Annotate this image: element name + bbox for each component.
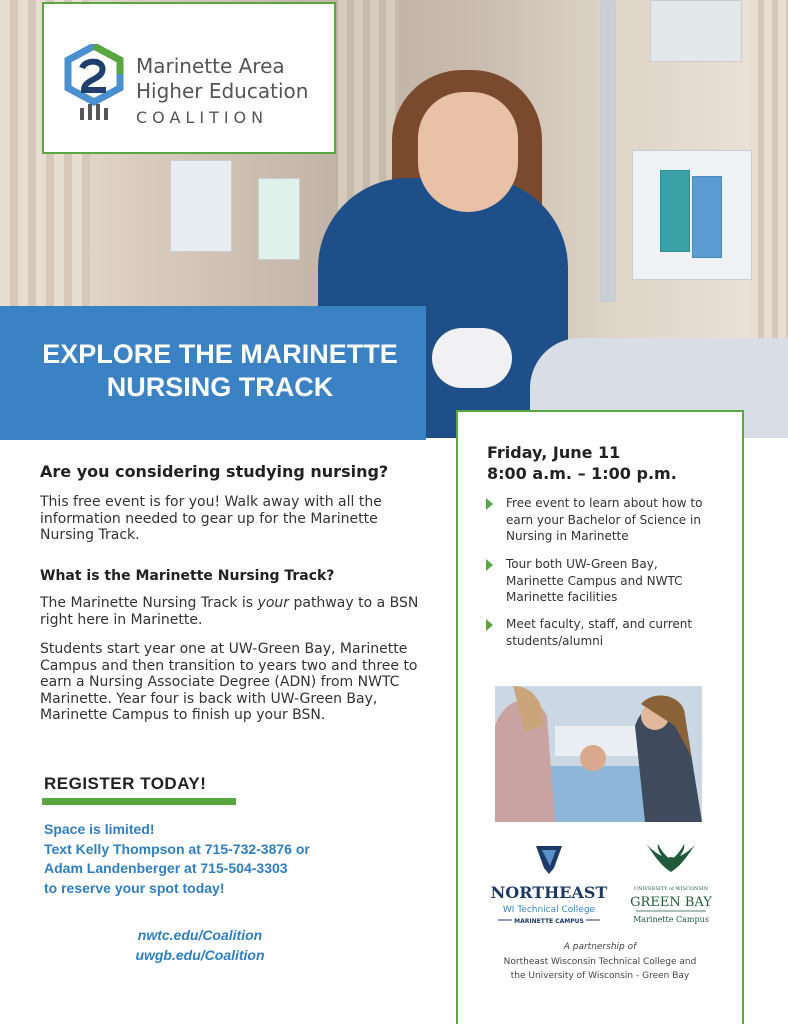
coalition-links (90, 926, 310, 965)
register-line: Space is limited! (44, 821, 155, 837)
event-time: 8:00 a.m. – 1:00 p.m. (487, 464, 677, 483)
supply-box (660, 170, 690, 252)
uwgb-link[interactable]: uwgb.edu/Coalition (135, 946, 265, 963)
event-bullet-text: Free event to learn about how to earn your Bachelor of Science in Nursing in Marinette (506, 496, 703, 543)
track-text: The Marinette Nursing Track is (40, 595, 258, 611)
partnership-line: Northeast Wisconsin Technical College and (503, 956, 697, 967)
partnership-intro: A partnership of (563, 942, 637, 952)
uwgb-top: UNIVERSITY of WISCONSIN (633, 886, 709, 892)
bullet-arrow-icon (486, 498, 493, 510)
iv-pole (600, 0, 616, 302)
nurse-face (418, 92, 518, 212)
track-heading: What is the Marinette Nursing Track? (40, 568, 335, 584)
simulation-illustration (495, 686, 702, 822)
coalition-logo-box (42, 2, 336, 154)
event-bullet-text: Tour both UW-Green Bay, Marinette Campus and NWTC Marinette facilities (506, 557, 683, 604)
northeast-logo (484, 842, 614, 928)
logo-line-2: Higher Education (136, 79, 309, 103)
event-bullet (486, 616, 716, 649)
gloved-hands (432, 328, 512, 388)
uwgb-name: GREEN BAY (630, 895, 712, 910)
logo-line-3: COALITION (136, 108, 269, 127)
event-bullet (486, 556, 716, 606)
page-title-line-2: NURSING TRACK (106, 372, 334, 402)
coalition-logo-icon (62, 44, 126, 124)
partnership-line: the University of Wisconsin - Green Bay (510, 971, 690, 981)
event-datetime (487, 442, 677, 484)
intro-question: Are you considering studying nursing? (40, 462, 389, 481)
bullet-arrow-icon (486, 619, 493, 631)
supply-box (692, 176, 722, 258)
event-bullet-text: Meet faculty, staff, and current students/alumni (506, 617, 693, 648)
register-line: to reserve your spot today! (44, 879, 225, 896)
track-emphasis: your (257, 595, 290, 611)
nwtc-campus: MARINETTE CAMPUS (514, 918, 584, 925)
wall-equipment (170, 160, 232, 252)
register-line: Adam Landenberger at 715-504-3303 (44, 860, 288, 876)
register-heading: REGISTER TODAY! (44, 774, 207, 793)
uwgb-logo (628, 842, 714, 928)
uwgb-campus: Marinette Campus (633, 915, 709, 924)
nwtc-name: NORTHEAST (490, 883, 608, 902)
page-title-line-1: EXPLORE THE MARINETTE (42, 339, 398, 369)
simulation-photo (495, 686, 702, 822)
track-text: pathway to a BSN right here in Marinette. (40, 595, 419, 628)
partnership-note (478, 940, 722, 984)
register-line: Text Kelly Thompson at 715-732-3876 or (44, 840, 310, 857)
intro-paragraph: This free event is for you! Walk away with all the information needed to gear up for the Marinette Nursing Track. (40, 494, 382, 543)
track-paragraph-1 (40, 595, 420, 628)
track-paragraph-2: Students start year one at UW-Green Bay, Marinette Campus and then transition to years two and three to earn a Nursing Associate Degree (ADN) from NWTC Marinette. Year four is back with UW-Green Bay, Marinette Campus to finish up your BSN. (40, 641, 418, 723)
register-details (44, 820, 404, 898)
event-bullet (486, 495, 716, 545)
nwtc-subtitle: WI Technical College (502, 905, 596, 915)
nwtc-link[interactable]: nwtc.edu/Coalition (137, 927, 263, 943)
monitor-mount (650, 0, 742, 62)
wall-equipment (258, 178, 300, 260)
page-title (0, 338, 440, 404)
logo-line-1: Marinette Area (136, 54, 285, 78)
bullet-arrow-icon (486, 559, 493, 571)
event-date: Friday, June 11 (487, 443, 621, 462)
register-underline (42, 798, 236, 805)
